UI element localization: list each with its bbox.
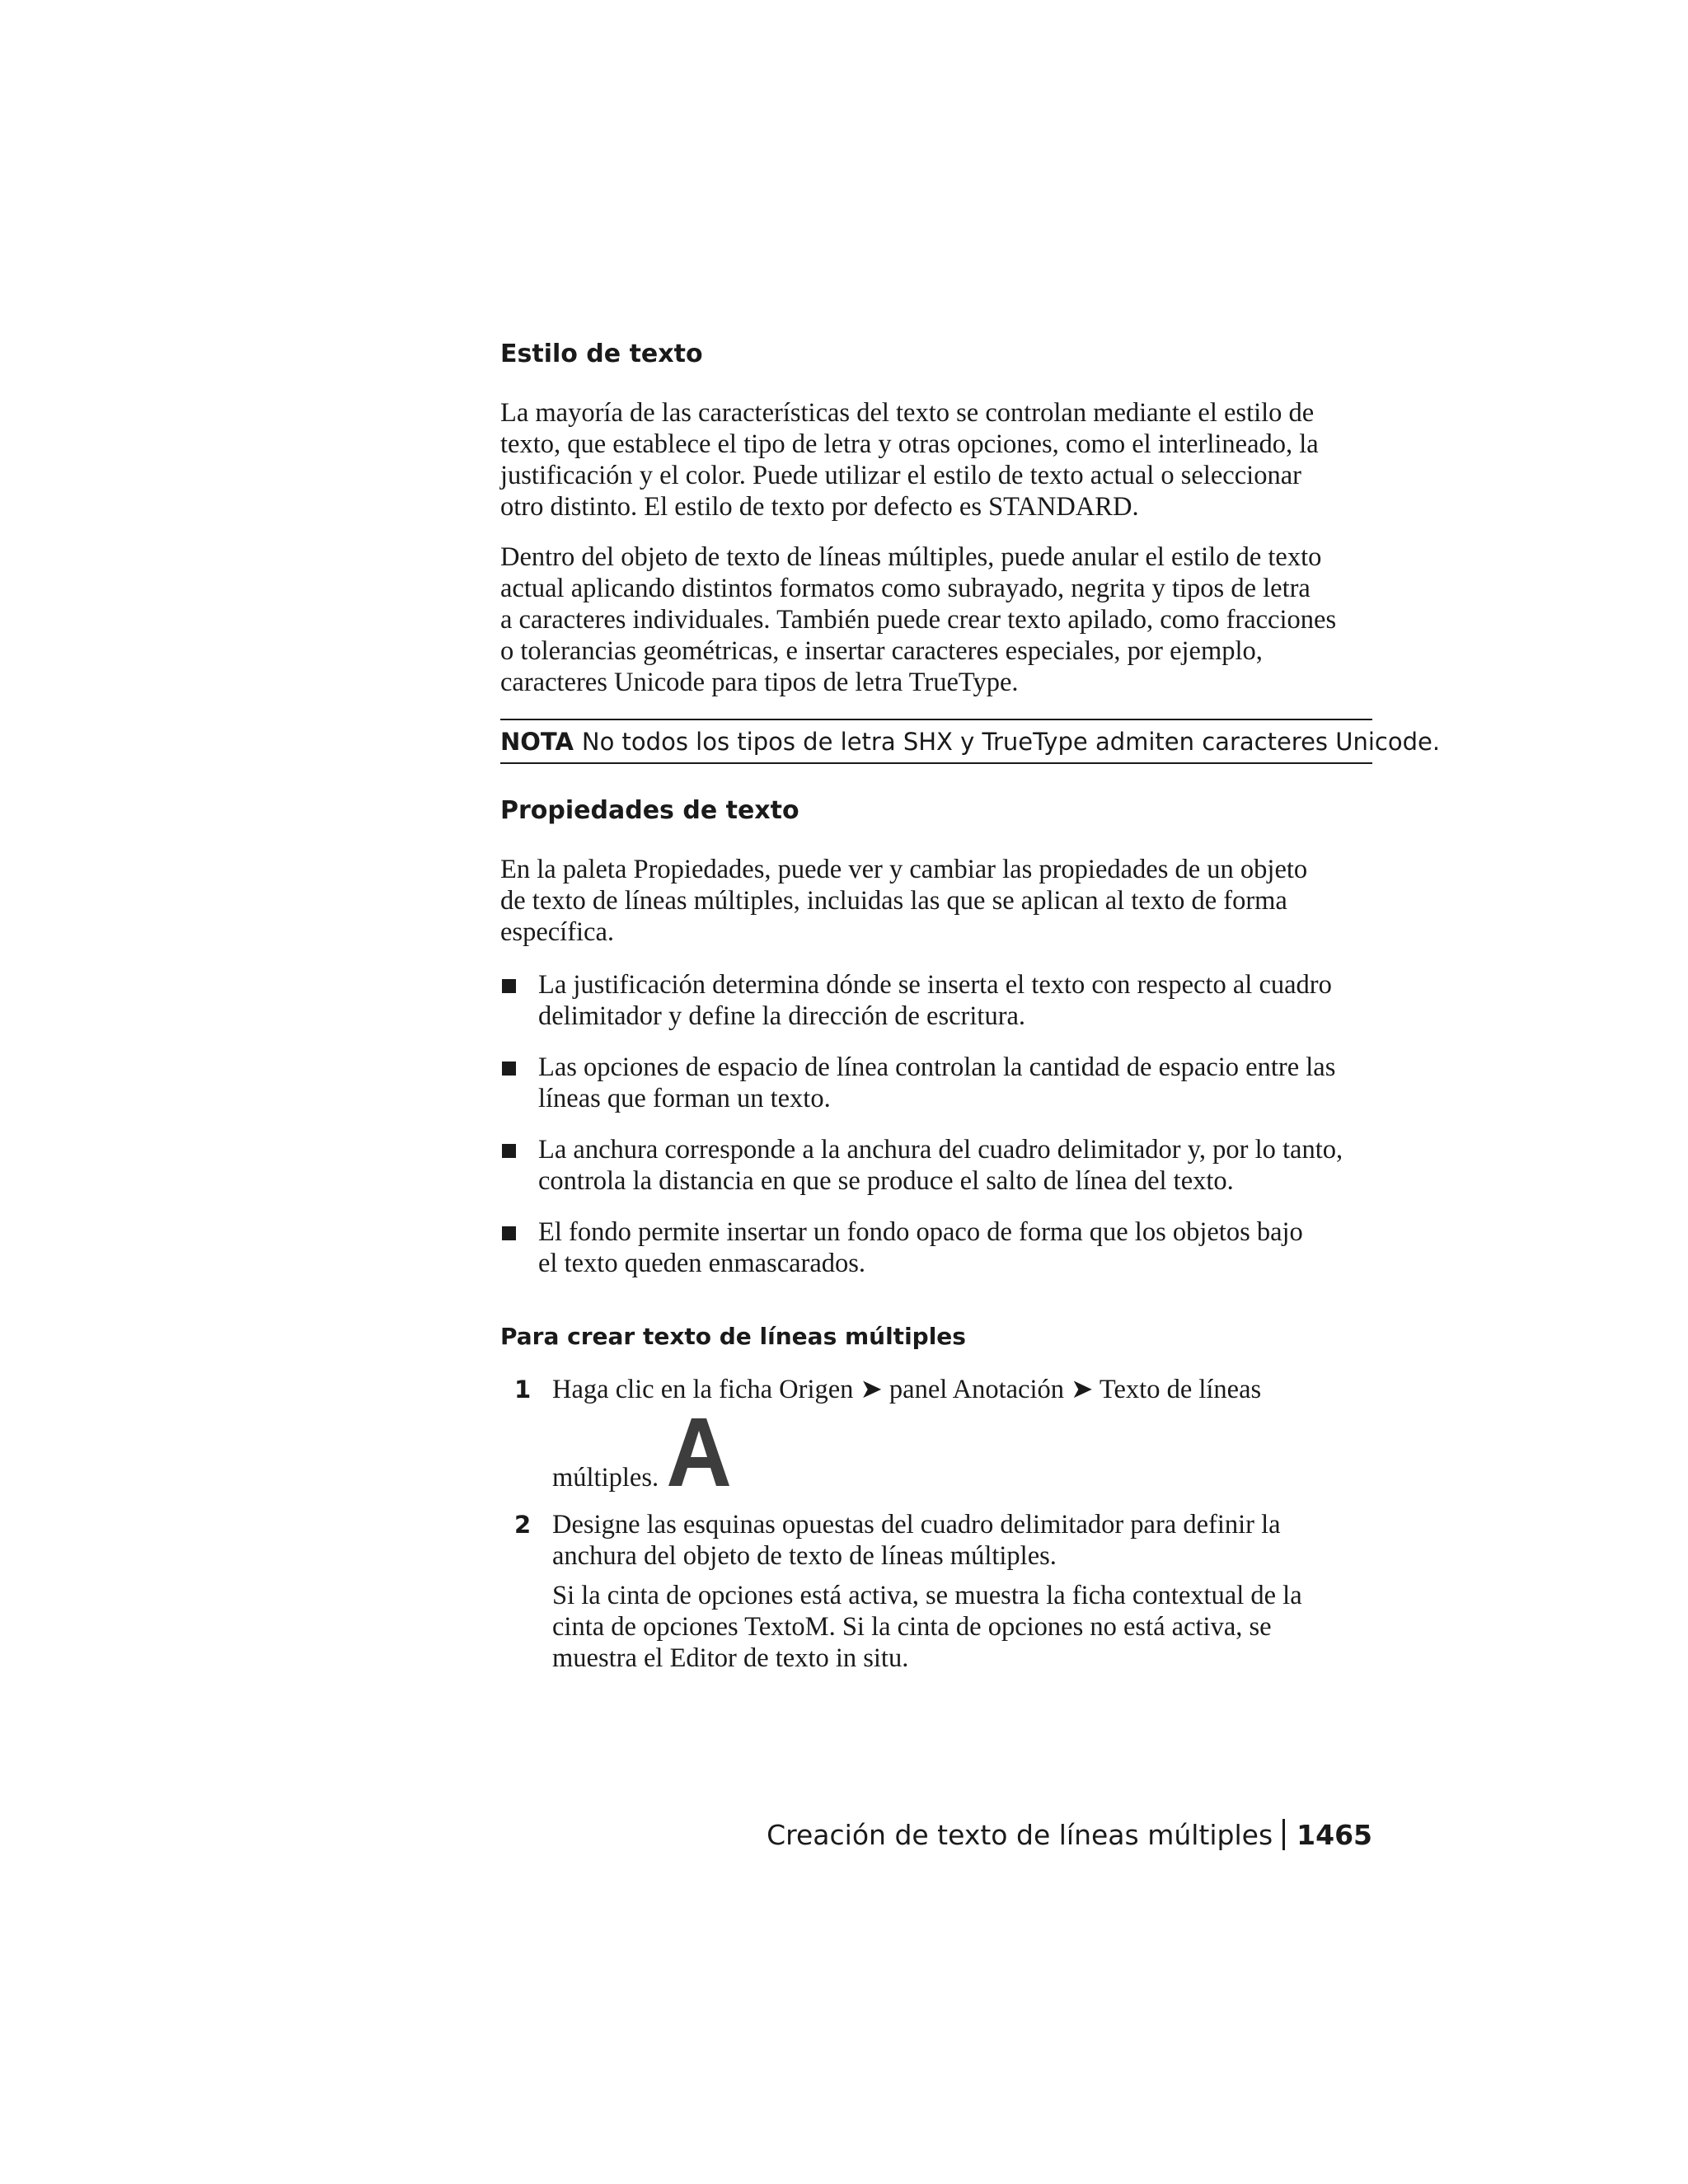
text-line: específica. [500, 917, 615, 947]
bullet-square-icon [502, 979, 516, 993]
section-heading-propiedades: Propiedades de texto [500, 796, 799, 825]
text-line: o tolerancias geométricas, e insertar caracteres especiales, por ejemplo, [500, 636, 1263, 666]
page-footer [767, 1816, 1372, 1855]
text-line: el texto queden enmascarados. [538, 1249, 866, 1278]
procedure-step-1 [500, 1374, 1372, 1493]
list-item [500, 1216, 1372, 1279]
text-line: texto, que establece el tipo de letra y otras opciones, como el interlineado, la [500, 429, 1319, 459]
text-line: de texto de líneas múltiples, incluidas las que se aplican al texto de forma [500, 886, 1287, 916]
step-number: 2 [514, 1511, 532, 1539]
note-text: No todos los tipos de letra SHX y TrueType admiten caracteres Unicode. [581, 728, 1441, 756]
list-item [500, 1052, 1372, 1114]
procedure-heading: Para crear texto de líneas múltiples [500, 1323, 966, 1350]
bullet-square-icon [502, 1062, 516, 1076]
note-label: NOTA [500, 728, 574, 756]
text-line: delimitador y define la dirección de escritura. [538, 1001, 1026, 1031]
section-heading-estilo: Estilo de texto [500, 340, 703, 368]
paragraph-estilo-1 [500, 397, 1372, 523]
section-estilo [500, 339, 1372, 370]
text-line: Si la cinta de opciones está activa, se muestra la ficha contextual de la [552, 1581, 1302, 1610]
text-line: caracteres Unicode para tipos de letra TrueType. [500, 668, 1019, 697]
text-line: El fondo permite insertar un fondo opaco de forma que los objetos bajo [538, 1217, 1303, 1247]
text-line: Haga clic en la ficha Origen ➤ panel Anotación ➤ Texto de líneas [552, 1375, 1262, 1404]
chapter-title: Creación de texto de líneas múltiples [767, 1819, 1273, 1851]
text-line: La justificación determina dónde se inserta el texto con respecto al cuadro [538, 970, 1332, 1000]
step-note [552, 1580, 1372, 1674]
text-line: líneas que forman un texto. [538, 1084, 831, 1113]
bullet-square-icon [502, 1144, 516, 1158]
text-line: Dentro del objeto de texto de líneas múltiples, puede anular el estilo de texto [500, 542, 1322, 572]
text-line: muestra el Editor de texto in situ. [552, 1643, 909, 1673]
text-line: La anchura corresponde a la anchura del cuadro delimitador y, por lo tanto, [538, 1135, 1343, 1165]
paragraph-propiedades-intro [500, 854, 1372, 948]
step-item [500, 1374, 1372, 1493]
text-line: justificación y el color. Puede utilizar el estilo de texto actual o seleccionar [500, 461, 1301, 490]
text-line: Designe las esquinas opuestas del cuadro delimitador para definir la [552, 1510, 1281, 1540]
procedure-section [500, 1322, 1372, 1352]
procedure-step-2 [500, 1509, 1372, 1674]
text-line: otro distinto. El estilo de texto por defecto es STANDARD. [500, 492, 1139, 522]
bullet-square-icon [502, 1226, 516, 1240]
paragraph-estilo-2 [500, 541, 1372, 698]
text-line: anchura del objeto de texto de líneas múltiples. [552, 1541, 1057, 1571]
section-propiedades [500, 795, 1372, 827]
text-line: En la paleta Propiedades, puede ver y cambiar las propiedades de un objeto [500, 855, 1308, 884]
text-line: cinta de opciones TextoM. Si la cinta de opciones no está activa, se [552, 1612, 1272, 1642]
text-line: Las opciones de espacio de línea controlan la cantidad de espacio entre las [538, 1052, 1336, 1082]
page-number: 1465 [1296, 1819, 1372, 1851]
text-line: La mayoría de las características del texto se controlan mediante el estilo de [500, 398, 1315, 428]
list-item [500, 969, 1372, 1032]
bullet-list [500, 969, 1372, 1299]
note-box [500, 719, 1441, 764]
list-item [500, 1134, 1372, 1197]
text-line: controla la distancia en que se produce el salto de línea del texto. [538, 1166, 1234, 1196]
step-item [500, 1509, 1372, 1674]
multiline-text-icon [667, 1415, 731, 1489]
text-line: múltiples. [552, 1463, 659, 1493]
step-number: 1 [514, 1376, 532, 1404]
footer-separator [1282, 1819, 1285, 1850]
text-line: actual aplicando distintos formatos como subrayado, negrita y tipos de letra [500, 574, 1311, 603]
step-line-with-icon [552, 1415, 1372, 1493]
text-line: a caracteres individuales. También puede crear texto apilado, como fracciones [500, 605, 1337, 635]
